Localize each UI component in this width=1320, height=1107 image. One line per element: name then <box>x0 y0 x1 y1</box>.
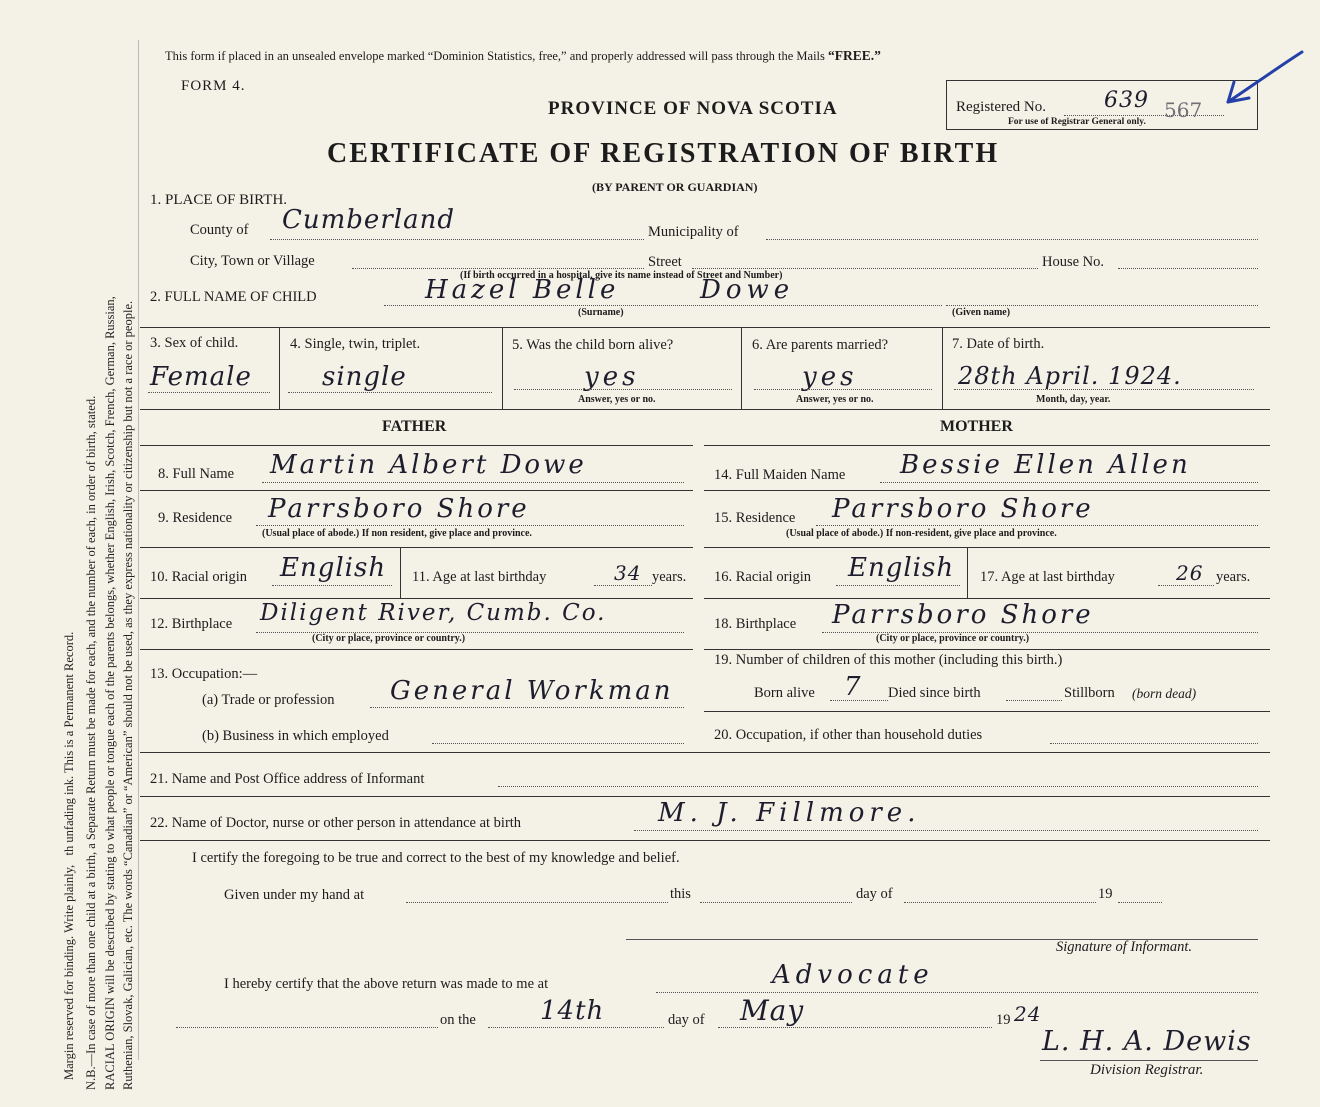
father-age-line <box>594 585 652 586</box>
street-label: Street <box>648 254 682 270</box>
given-place-line <box>406 902 668 903</box>
father-name-line <box>262 482 684 483</box>
municipality-label: Municipality of <box>648 224 739 240</box>
child-name-label: 2. FULL NAME OF CHILD <box>150 289 317 305</box>
mother-birthplace-value: Parrsboro Shore <box>832 600 1094 630</box>
child-name-line <box>384 305 942 306</box>
father-age-unit: years. <box>652 569 687 585</box>
mother-children-label: 19. Number of children of this mother (including this birth.) <box>714 652 1063 668</box>
on-the-label: on the <box>440 1012 476 1028</box>
registrar-place-value: Advocate <box>772 960 934 990</box>
child-given-names: Hazel Belle <box>425 275 620 305</box>
registered-no-value: 639 <box>1104 88 1149 113</box>
margin-note-binding: Margin reserved for binding. Write plainly, th unfading ink. This is a Permanent Record. <box>62 631 76 1080</box>
mother-born-alive-value: 7 <box>844 672 862 702</box>
binding-margin-line <box>138 40 139 1060</box>
county-value: Cumberland <box>282 205 455 235</box>
hospital-note: (If birth occurred in a hospital, give its name instead of Street and Number) <box>460 270 783 281</box>
married-label: 6. Are parents married? <box>752 337 889 353</box>
given-month-line <box>904 902 1096 903</box>
registered-no-label: Registered No. <box>956 99 1046 115</box>
mother-stillborn-label: Stillborn <box>1064 685 1115 701</box>
dob-value: 28th April. 1924. <box>958 362 1182 390</box>
page-title: CERTIFICATE OF REGISTRATION OF BIRTH <box>327 138 1000 169</box>
given-day-line <box>700 902 852 903</box>
married-value: yes <box>802 362 858 392</box>
registrar-year-prefix: 19 <box>996 1012 1011 1028</box>
mother-occupation-line <box>1050 743 1258 744</box>
given-under-hand-label: Given under my hand at <box>224 887 365 903</box>
surname-caption: (Surname) <box>578 307 624 318</box>
registrar-day-of-label: day of <box>668 1012 705 1028</box>
postal-note-text: This form if placed in an unsealed envelope marked “Dominion Statistics, free,” and properly addressed will pass through the Mails <box>165 49 829 63</box>
father-residence-caption: (Usual place of abode.) If non resident, give place and province. <box>262 528 532 539</box>
mother-stillborn-note: (born dead) <box>1132 686 1197 701</box>
house-no-label: House No. <box>1042 254 1105 270</box>
registrar-year-suffix: 24 <box>1014 1002 1042 1026</box>
county-line <box>270 239 644 240</box>
mother-occupation-label: 20. Occupation, if other than household duties <box>714 727 983 743</box>
registrar-month-line <box>718 1027 992 1028</box>
father-business-line <box>432 743 684 744</box>
mother-racial-value: English <box>848 553 955 583</box>
mother-racial-label: 16. Racial origin <box>714 569 812 585</box>
born-alive-line <box>514 389 732 390</box>
registered-no-value-stamped: 567 <box>1164 98 1203 122</box>
mother-row-border <box>704 547 1270 548</box>
day-of-label: day of <box>856 886 893 902</box>
mother-racial-line <box>836 585 960 586</box>
father-trade-value: General Workman <box>390 676 674 706</box>
plurality-label: 4. Single, twin, triplet. <box>290 336 421 352</box>
registrar-day-value: 14th <box>540 996 605 1026</box>
given-year-prefix: 19 <box>1098 886 1113 902</box>
sex-line <box>148 392 270 393</box>
margin-note-multiple-births: N.B.—In case of more than one child at a birth, a Separate Return must be made for each, and the number of each, in order of birth, stated. <box>84 395 98 1090</box>
mother-residence-label: 15. Residence <box>714 510 796 526</box>
registrar-month-value: May <box>740 994 805 1027</box>
postal-note <box>165 48 881 64</box>
dob-label: 7. Date of birth. <box>952 336 1045 352</box>
certification-top-border <box>140 840 1270 841</box>
municipality-line <box>766 239 1258 240</box>
this-label: this <box>670 886 691 902</box>
row-22-top-border <box>140 796 1270 797</box>
given-name-caption: (Given name) <box>952 307 1011 318</box>
mother-died-line <box>1006 700 1062 701</box>
row-3-divider <box>279 328 280 409</box>
father-trade-line <box>370 707 684 708</box>
father-racial-label: 10. Racial origin <box>150 569 248 585</box>
child-surname: Dowe <box>700 275 795 305</box>
row-3-divider <box>502 328 503 409</box>
mother-age-label: 17. Age at last birthday <box>980 569 1115 585</box>
father-row-border <box>140 445 693 446</box>
form-number: FORM 4. <box>181 78 246 94</box>
registrar-statement: I hereby certify that the above return was made to me at <box>224 976 549 992</box>
mother-row-border <box>704 445 1270 446</box>
house-no-line <box>1118 268 1258 269</box>
dob-line <box>954 389 1254 390</box>
mother-age-unit: years. <box>1216 569 1251 585</box>
mother-residence-line <box>816 525 1258 526</box>
father-trade-label: (a) Trade or profession <box>202 692 335 708</box>
mother-birthplace-caption: (City or place, province or country.) <box>876 633 1030 644</box>
mother-row-border <box>704 598 1270 599</box>
father-birthplace-caption: (City or place, province or country.) <box>312 633 466 644</box>
registrar-leading-line <box>176 1027 438 1028</box>
page-subtitle: (BY PARENT OR GUARDIAN) <box>592 180 758 194</box>
dob-caption: Month, day, year. <box>1036 394 1111 405</box>
mother-age-divider <box>967 548 968 598</box>
father-residence-label: 9. Residence <box>158 510 233 526</box>
mother-name-label: 14. Full Maiden Name <box>714 467 846 483</box>
married-caption: Answer, yes or no. <box>796 394 874 405</box>
postal-note-free: “FREE.” <box>828 48 881 63</box>
father-heading: FATHER <box>382 418 447 435</box>
row-21-top-border <box>140 752 1270 753</box>
county-label: County of <box>190 222 249 238</box>
sex-value: Female <box>150 362 252 392</box>
registrar-signature-line <box>1040 1060 1258 1061</box>
child-given-line <box>946 305 1258 306</box>
mother-died-label: Died since birth <box>888 685 981 701</box>
mother-age-line <box>1158 585 1214 586</box>
doctor-label: 22. Name of Doctor, nurse or other person in attendance at birth <box>150 815 522 831</box>
certify-statement: I certify the foregoing to be true and correct to the best of my knowledge and belief. <box>192 850 680 866</box>
street-line <box>692 268 1038 269</box>
married-line <box>754 389 932 390</box>
margin-note-racial-origin: RACIAL ORIGIN will be described by stating to what people or tongue each of the parents belongs, whether English, Irish, Scotch, French, German, Russian, <box>103 296 117 1090</box>
father-birthplace-label: 12. Birthplace <box>150 616 233 632</box>
father-age-value: 34 <box>614 561 642 585</box>
row-3-top-border <box>140 327 1270 328</box>
mother-name-value: Bessie Ellen Allen <box>900 450 1191 480</box>
given-year-line <box>1118 902 1162 903</box>
father-row-border <box>140 490 693 491</box>
father-name-label: 8. Full Name <box>158 466 235 482</box>
father-row-border <box>140 598 693 599</box>
father-age-divider <box>400 548 401 598</box>
row-3-divider <box>942 328 943 409</box>
row-3-bottom-border <box>140 409 1270 410</box>
born-alive-caption: Answer, yes or no. <box>578 394 656 405</box>
informant-line <box>498 786 1258 787</box>
father-occupation-label: 13. Occupation:— <box>150 666 258 682</box>
father-residence-line <box>256 525 684 526</box>
father-row-border <box>140 649 693 650</box>
father-business-label: (b) Business in which employed <box>202 728 389 744</box>
father-racial-line <box>272 585 392 586</box>
registrar-use-note: For use of Registrar General only. <box>1008 117 1146 127</box>
plurality-value: single <box>322 362 407 392</box>
informant-label: 21. Name and Post Office address of Informant <box>150 771 425 787</box>
mother-residence-caption: (Usual place of abode.) If non-resident, give place and province. <box>786 528 1057 539</box>
informant-signature-caption: Signature of Informant. <box>1056 939 1193 955</box>
city-label: City, Town or Village <box>190 253 315 269</box>
born-alive-label: 5. Was the child born alive? <box>512 337 674 353</box>
registrar-signature: L. H. A. Dewis <box>1042 1026 1252 1057</box>
province-heading: PROVINCE OF NOVA SCOTIA <box>548 98 838 119</box>
check-arrow-icon <box>1222 46 1308 108</box>
mother-heading: MOTHER <box>940 418 1013 435</box>
father-name-value: Martin Albert Dowe <box>270 450 587 480</box>
city-line <box>352 268 644 269</box>
mother-row-border <box>704 490 1270 491</box>
mother-born-alive-label: Born alive <box>754 685 815 701</box>
registrar-day-line <box>488 1027 664 1028</box>
father-racial-value: English <box>280 553 387 583</box>
father-age-label: 11. Age at last birthday <box>412 569 547 585</box>
doctor-value: M. J. Fillmore. <box>658 798 921 828</box>
mother-row-border <box>704 711 1270 712</box>
father-birthplace-value: Diligent River, Cumb. Co. <box>260 600 607 626</box>
plurality-line <box>288 392 492 393</box>
mother-residence-value: Parrsboro Shore <box>832 494 1094 524</box>
mother-birthplace-label: 18. Birthplace <box>714 616 797 632</box>
margin-note-racial-origin-cont: Ruthenian, Slovak, Galician, etc. The words “Canadian” or “American” should not be used, as they express nationality or citizenship but not a race or people. <box>121 300 135 1090</box>
father-row-border <box>140 547 693 548</box>
mother-name-line <box>880 482 1258 483</box>
row-3-divider <box>741 328 742 409</box>
mother-row-border <box>704 649 1270 650</box>
place-of-birth-heading: 1. PLACE OF BIRTH. <box>150 192 288 208</box>
sex-label: 3. Sex of child. <box>150 335 239 351</box>
father-residence-value: Parrsboro Shore <box>268 494 530 524</box>
registrar-place-line <box>656 992 1258 993</box>
mother-age-value: 26 <box>1176 561 1204 585</box>
born-alive-value: yes <box>584 362 640 392</box>
doctor-line <box>634 830 1258 831</box>
registrar-caption: Division Registrar. <box>1090 1062 1204 1078</box>
